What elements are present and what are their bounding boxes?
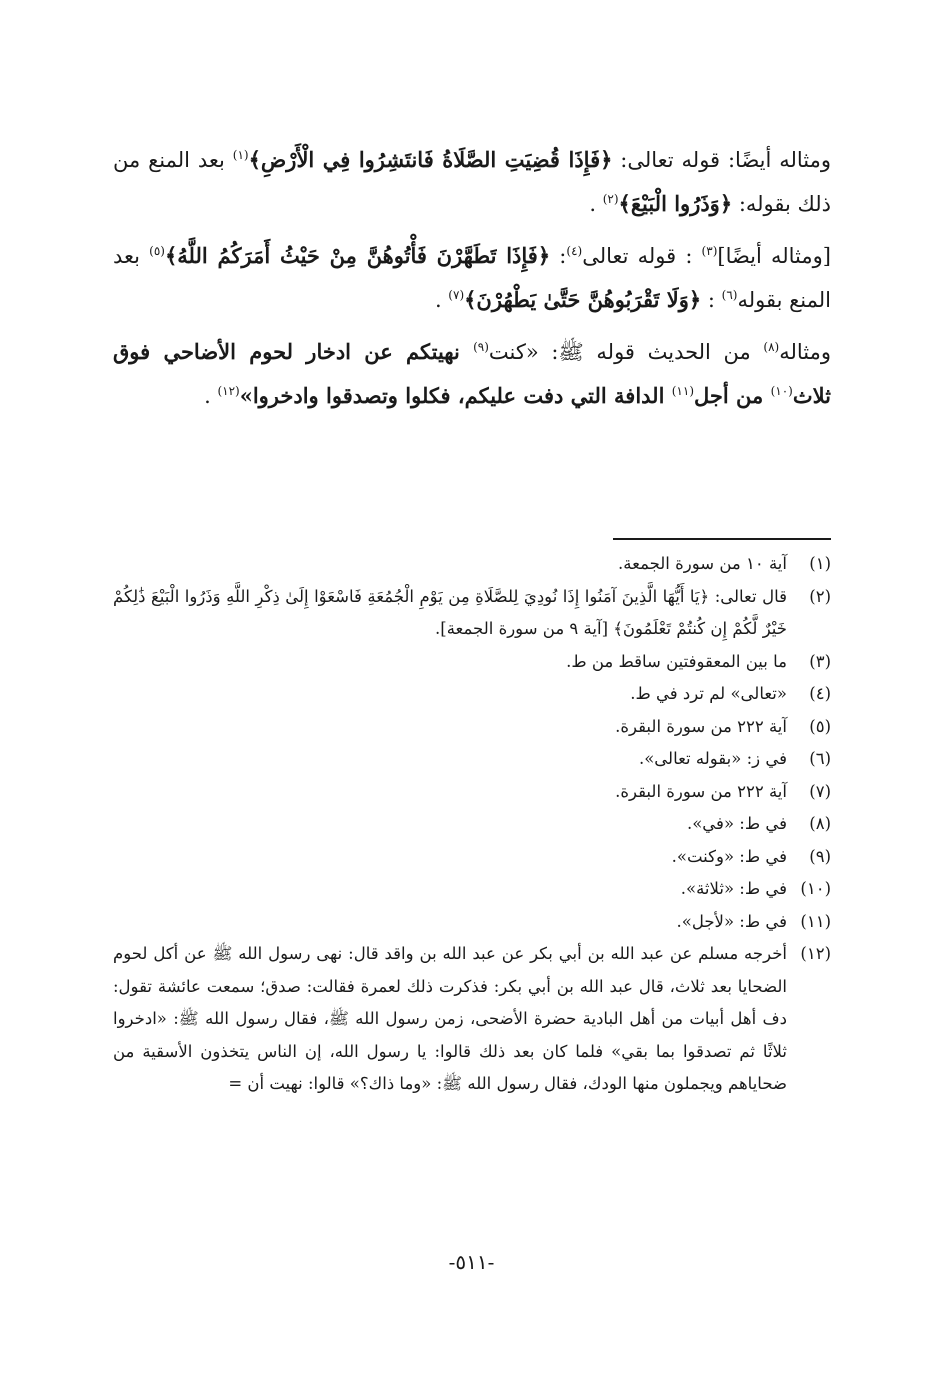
footnote-item (113, 646, 831, 679)
footnote-text: أخرجه مسلم عن عبد الله بن أبي بكر عن عبد الله بن واقد قال: نهى رسول الله ﷺ عن أكل لحوم الضحايا بعد ثلاث، قال عبد الله بن أبي بكر: فذكرت ذلك لعمرة فقالت: صدق؛ سمعت عائشة تقول: دف أهل أبيات من أهل البادية حضرة الأضحى، زمن رسول الله ﷺ، فقال رسول الله ﷺ: «ادخروا ثلاثًا ثم تصدقوا بما بقي» فلما كان بعد ذلك قالوا: يا رسول الله، إن الناس يتخذون الأسقية من ضحاياهم ويجملون منها الودك، فقال رسول الله ﷺ: «وما ذاك؟» قالوا: نهيت أن = (113, 944, 787, 1093)
footnote-item (113, 808, 831, 841)
text-run: بعد المنع من ذلك بقوله: (113, 148, 831, 216)
footnote-item (113, 873, 831, 906)
text-run: ومثاله (779, 340, 831, 364)
hadith-text: الدافة التي دفت عليكم، فكلوا وتصدقوا وادخروا» (239, 383, 672, 408)
footnote-item (113, 938, 831, 1101)
text-run: [ومثاله أيضًا] (717, 244, 831, 268)
footnote-text: ما بين المعقوفتين ساقط من ط. (566, 651, 787, 671)
text-run: : (701, 288, 722, 312)
footnote-text: في ط: «في». (686, 814, 787, 833)
footnote-item (113, 678, 831, 711)
footnote-text: قال تعالى: ﴿يَا أَيُّهَا الَّذِينَ آمَنُوا إِذَا نُودِيَ لِلصَّلَاةِ مِن يَوْمِ الْجُمُعَةِ فَاسْعَوْا إِلَىٰ ذِكْرِ اللَّهِ وَذَرُوا الْبَيْعَ ذَٰلِكُمْ خَيْرٌ لَّكُمْ إِن كُنتُمْ تَعْلَمُونَ﴾ [آية ٩ من سورة الجمعة]. (113, 586, 787, 638)
footnote-ref[interactable]: (٦) (721, 288, 738, 302)
footnote-text: في ط: «وكنت». (671, 846, 787, 866)
footnote-text: «تعالى» لم ترد في ط. (630, 684, 787, 703)
footnote-item (113, 548, 831, 581)
footnote-separator (613, 538, 831, 540)
text-run: . (434, 288, 449, 312)
footnote-item (113, 711, 831, 744)
footnotes-list (113, 548, 831, 1101)
footnote-number: (٦) (809, 749, 831, 768)
footnote-ref[interactable]: (٩) (473, 340, 489, 354)
footnote-text: آية ٢٢٢ من سورة البقرة. (615, 781, 787, 801)
hadith-text: من أجل (694, 383, 771, 408)
quran-verse: ﴿فَإِذَا تَطَهَّرْنَ فَأْتُوهُنَّ مِنْ حَيْثُ أَمَرَكُمُ اللَّهُ﴾ (164, 243, 551, 268)
footnote-text: في ط: «ثلاثة». (680, 879, 787, 898)
quran-verse: ﴿وَلَا تَقْرَبُوهُنَّ حَتَّىٰ يَطْهُرْنَ﴾ (464, 287, 702, 312)
hadith-text: نهيتكم عن ادخار لحوم الأضاحي فوق ثلاث (113, 339, 831, 408)
footnote-item (113, 841, 831, 874)
footnote-number: (٩) (809, 846, 831, 866)
footnote-ref[interactable]: (٥) (149, 244, 165, 258)
text-run: . (589, 192, 603, 216)
quran-verse: ﴿وَذَرُوا الْبَيْعَ﴾ (618, 191, 733, 216)
page-number: -٥١١- (448, 1250, 495, 1274)
footnote-ref[interactable]: (١) (232, 148, 249, 162)
quran-verse: ﴿فَإِذَا قُضِيَتِ الصَّلَاةُ فَانتَشِرُوا فِي الْأَرْضِ﴾ (248, 147, 613, 172)
main-text (113, 138, 831, 426)
footnote-text: في ط: «لأجل». (676, 911, 787, 931)
footnote-number: (١١) (800, 911, 831, 931)
footnote-text: في ز: «بقوله تعالى». (638, 749, 787, 768)
paragraph-3 (113, 330, 831, 418)
footnote-number: (١٠) (800, 879, 831, 898)
paragraph-2 (113, 234, 831, 322)
footnote-number: (٢) (809, 586, 831, 606)
footnote-number: (٣) (809, 651, 831, 671)
footnote-text: آية ٢٢٢ من سورة البقرة. (615, 716, 787, 736)
footnote-number: (٧) (809, 781, 831, 801)
footnote-ref[interactable]: (٨) (763, 340, 780, 354)
footnote-number: (١) (809, 554, 831, 573)
text-run: . (204, 384, 218, 408)
text-run: من الحديث قوله ﷺ: «كنت (488, 340, 764, 364)
footnote-number: (٤) (809, 684, 831, 703)
footnote-ref[interactable]: (١١) (671, 384, 694, 398)
footnote-ref[interactable]: (١٢) (217, 384, 240, 398)
footnote-item (113, 581, 831, 646)
text-run: بعد المنع بقوله (113, 244, 831, 312)
text-run: : (550, 244, 567, 268)
footnote-item (113, 743, 831, 776)
footnote-ref[interactable]: (٧) (448, 288, 465, 302)
footnote-ref[interactable]: (٣) (701, 244, 718, 258)
footnote-item (113, 906, 831, 939)
paragraph-1 (113, 138, 831, 226)
footnote-number: (٥) (809, 716, 831, 736)
text-run: ومثاله أيضًا: قوله تعالى: (612, 148, 831, 172)
text-run: : قوله تعالى (582, 244, 702, 268)
footnote-ref[interactable]: (٢) (602, 192, 619, 206)
footnote-ref[interactable]: (٤) (566, 244, 583, 258)
footnote-item (113, 776, 831, 809)
footnote-number: (٨) (809, 814, 831, 833)
footnote-ref[interactable]: (١٠) (770, 384, 793, 398)
footnote-number: (١٢) (800, 944, 831, 963)
footnote-text: آية ١٠ من سورة الجمعة. (618, 554, 787, 573)
